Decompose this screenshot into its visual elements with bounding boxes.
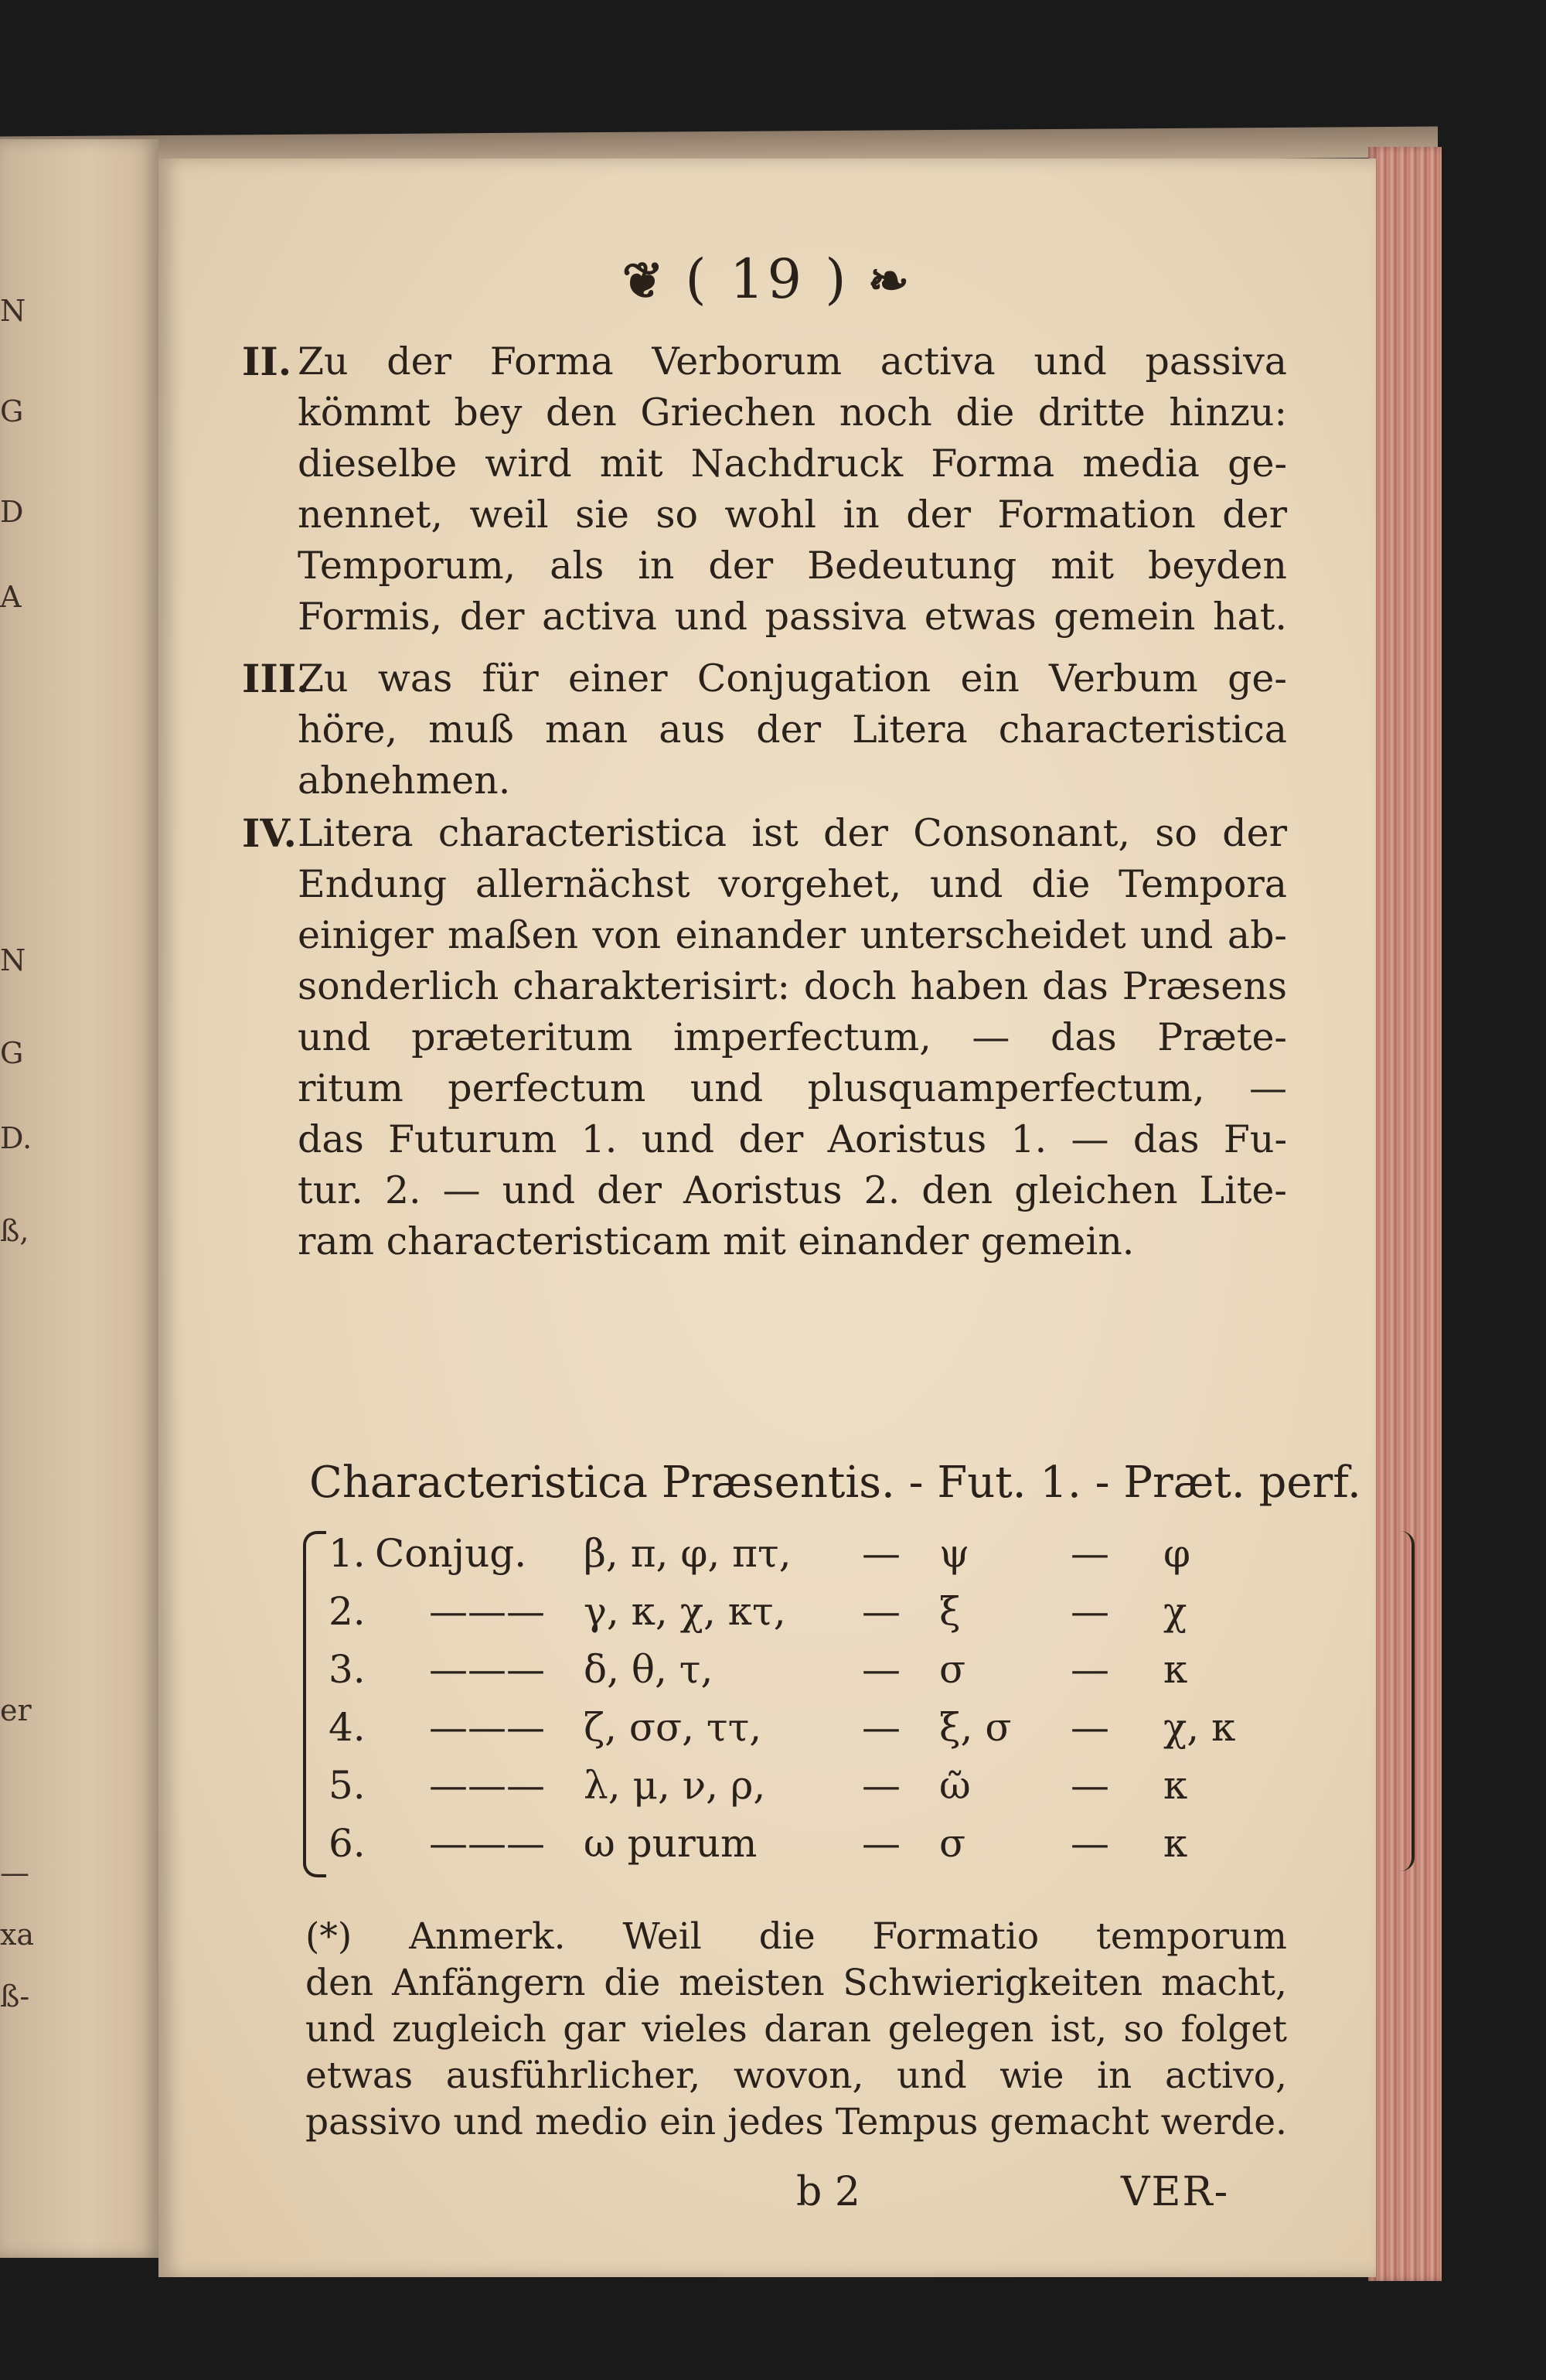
left-fragment: xa [0,1918,35,1952]
section-numeral: II. [242,339,292,384]
left-fragment: D. [0,1121,32,1155]
note-line: den Anfängern die meisten Schwierigkeiten macht, [305,1962,1287,2004]
text-line: ritum perfectum und plusquamperfectum, — [298,1066,1287,1110]
present-characteristic: γ, κ, χ, κτ, [584,1589,786,1634]
perfect-characteristic: φ [1163,1531,1191,1576]
future-characteristic: σ [939,1821,966,1866]
future-characteristic: ξ [939,1589,961,1634]
dash: — [862,1705,901,1750]
present-characteristic: ω purum [584,1821,758,1866]
footnote [305,1914,1287,2146]
text-line: ram characteristicam mit einander gemein. [298,1219,1135,1263]
dash: — [1071,1763,1109,1808]
table-row [329,1705,1395,1759]
left-page-edge [0,139,158,2258]
note-line: (*) Anmerk. Weil die Formatio temporum [305,1915,1287,1958]
left-fragment: er [0,1693,32,1727]
conjugation-label: ——— [429,1821,545,1866]
left-brace [303,1531,326,1877]
left-fragment: A [0,580,22,614]
text-line: Formis, der activa und passiva etwas gemein hat. [298,595,1287,639]
perfect-characteristic: χ, κ [1163,1705,1236,1750]
page-number: ( 19 ) [685,247,850,311]
conjugation-label: Conjug. [375,1531,527,1576]
table-row [329,1763,1395,1817]
perfect-characteristic: χ [1163,1589,1187,1634]
section-iv [242,808,1287,1267]
conjugation-label: ——— [429,1763,545,1808]
left-fragment: D [0,495,24,529]
perfect-characteristic: κ [1163,1821,1188,1866]
text-line: Endung allernächst vorgehet, und die Tempora [298,862,1287,906]
row-number: 3. [329,1647,366,1692]
book-page [158,159,1376,2277]
left-fragment: ß- [0,1979,30,2013]
text-line: kömmt bey den Griechen noch die dritte hinzu: [298,390,1287,435]
text-line: das Futurum 1. und der Aoristus 1. — das Fu- [298,1117,1287,1161]
text-line: einiger maßen von einander unterscheidet und ab- [298,913,1287,957]
row-number: 5. [329,1763,366,1808]
present-characteristic: λ, μ, ν, ρ, [584,1763,766,1808]
text-line: nennet, weil sie so wohl in der Formation der [298,493,1287,537]
table-row [329,1821,1395,1875]
catchword: VER- [1121,2169,1230,2215]
dash: — [862,1531,901,1576]
conjugation-label: ——— [429,1647,545,1692]
conjugation-label: ——— [429,1705,545,1750]
left-fragment: N [0,943,26,977]
text-line: abnehmen. [298,759,511,803]
section-numeral: III. [242,656,310,701]
text-line: höre, muß man aus der Litera characteristica [298,708,1287,752]
future-characteristic: ῶ [939,1763,971,1808]
future-characteristic: ψ [939,1531,970,1576]
perfect-characteristic: κ [1163,1647,1188,1692]
page-stack-edge [1368,147,1442,2281]
text-line: dieselbe wird mit Nachdruck Forma media ge- [298,442,1287,486]
text-line: Zu der Forma Verborum activa und passiva [298,339,1287,384]
note-line: und zugleich gar vieles daran gelegen ist, so folget [305,2008,1287,2051]
left-fragment: ß, [0,1214,29,1248]
text-line: sonderlich charakterisirt: doch haben das Præsens [298,964,1287,1008]
row-number: 4. [329,1705,366,1750]
present-characteristic: β, π, φ, πτ, [584,1531,792,1576]
row-number: 6. [329,1821,366,1866]
present-characteristic: ζ, σσ, ττ, [584,1705,762,1750]
table-title: Characteristica Præsentis. - Fut. 1. - Præt. perf. [309,1458,1361,1508]
perfect-characteristic: κ [1163,1763,1188,1808]
left-fragment: — [0,1856,29,1890]
left-fragment: G [0,1036,24,1070]
section-numeral: IV. [242,810,297,856]
future-characteristic: ξ, σ [939,1705,1012,1750]
dash: — [862,1647,901,1692]
dash: — [1071,1531,1109,1576]
dash: — [1071,1705,1109,1750]
left-fragment: N [0,294,26,328]
table-row [329,1647,1395,1701]
future-characteristic: σ [939,1647,966,1692]
text-line: tur. 2. — und der Aoristus 2. den gleichen Lite- [298,1168,1287,1212]
row-number: 2. [329,1589,366,1634]
note-line: passivo und medio ein jedes Tempus gemacht werde. [305,2101,1287,2143]
page-header [158,247,1376,311]
section-ii [242,336,1287,643]
text-line: Litera characteristica ist der Consonant, so der [298,811,1287,855]
dash: — [1071,1647,1109,1692]
text-line: und præteritum imperfectum, — das Præte- [298,1015,1287,1059]
table-row [329,1531,1395,1585]
section-iii [242,653,1287,806]
note-line: etwas ausführlicher, wovon, und wie in activo, [305,2054,1287,2097]
left-fragment: G [0,394,24,428]
row-number: 1. [329,1531,366,1576]
dash: — [862,1589,901,1634]
conjugation-label: ——— [429,1589,545,1634]
present-characteristic: δ, θ, τ, [584,1647,713,1692]
text-line: Zu was für einer Conjugation ein Verbum ge- [298,656,1287,701]
dash: — [862,1821,901,1866]
signature-mark: b 2 [796,2169,860,2215]
dash: — [862,1763,901,1808]
right-ornament-icon: ❧ [867,252,913,310]
table-row [329,1589,1395,1643]
text-line: Temporum, als in der Bedeutung mit beyden [298,544,1287,588]
left-ornament-icon: ❦ [621,252,667,310]
dash: — [1071,1821,1109,1866]
dash: — [1071,1589,1109,1634]
